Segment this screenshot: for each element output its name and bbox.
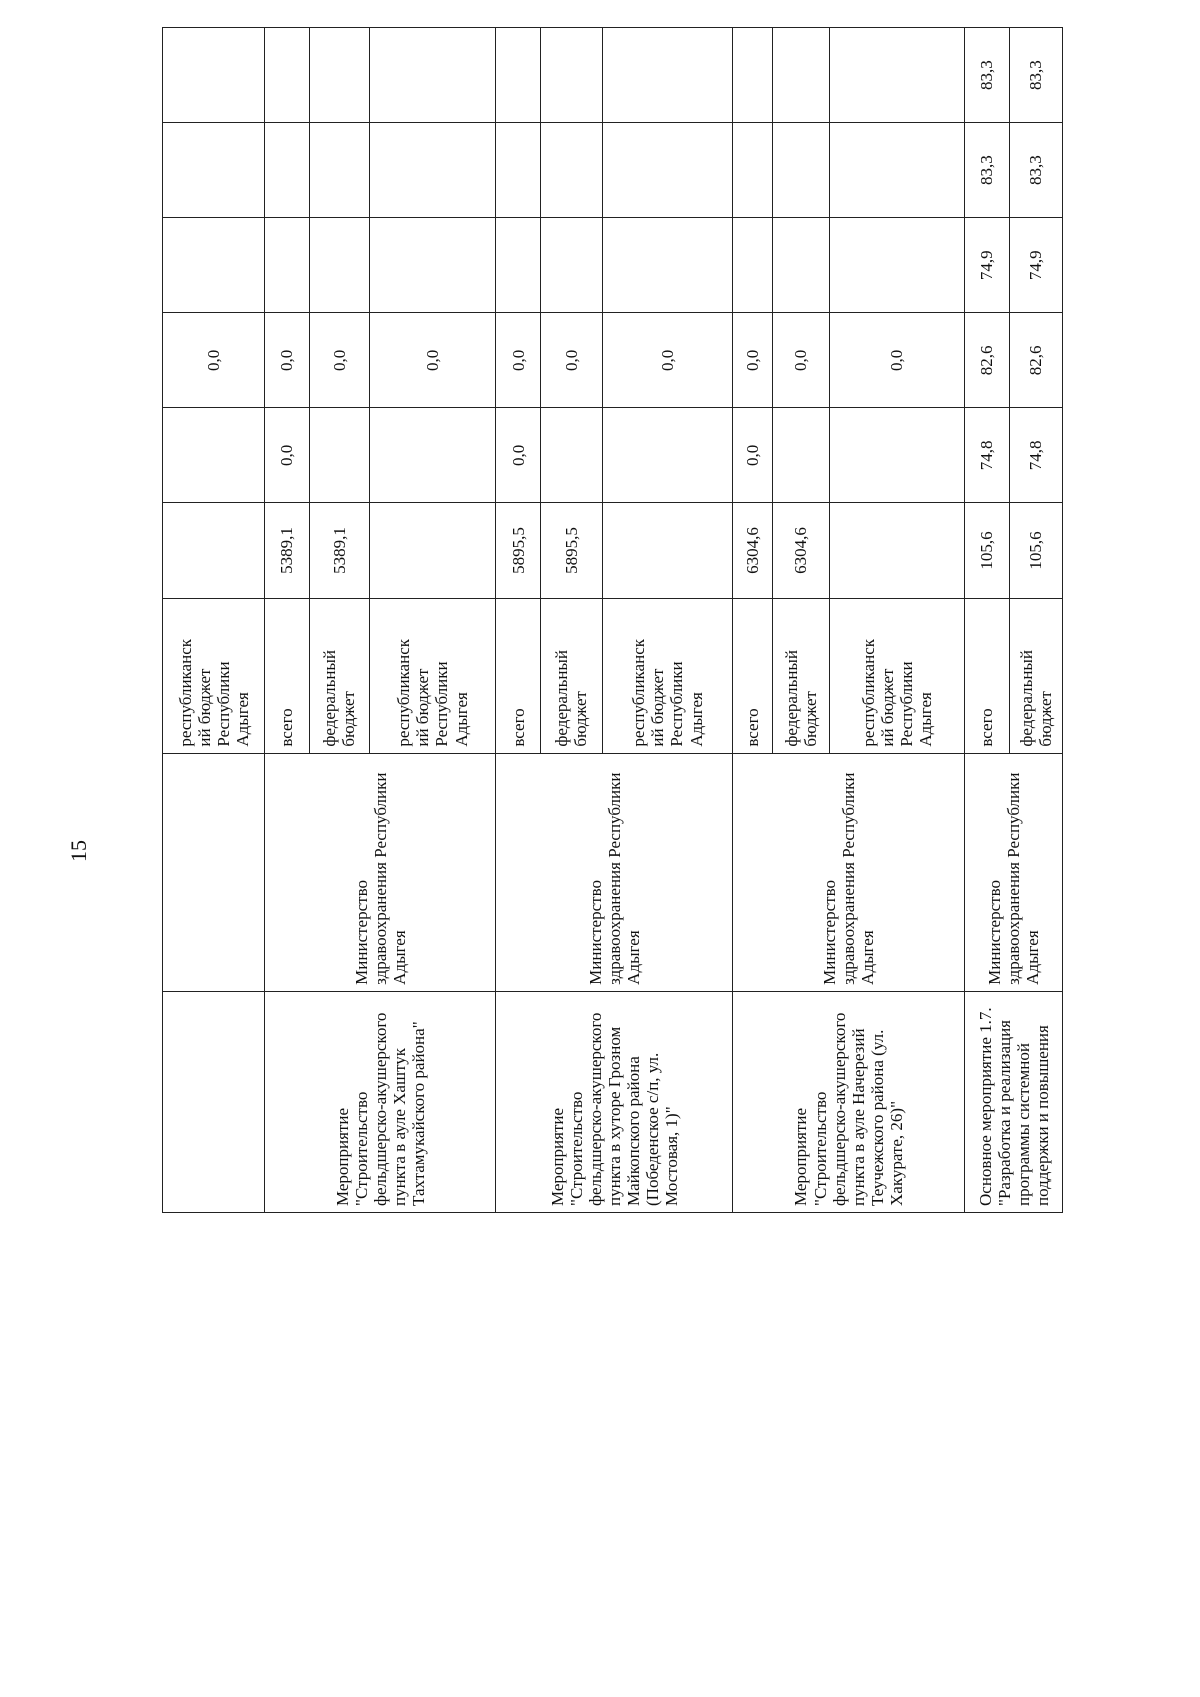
value-cell: 0,0 xyxy=(163,313,265,408)
value-cell: 105,6 xyxy=(965,503,1009,598)
value-cell xyxy=(772,408,829,503)
value-cell xyxy=(540,218,602,313)
value-cell: 74,9 xyxy=(965,218,1009,313)
activity-name-cell: Мероприятие "Строительство фельдшерско-акушерского пункта в хуторе Грозном Майкопского района (Победенское с/п, ул. Мостовая, 1)" xyxy=(496,991,733,1212)
value-cell: 83,3 xyxy=(965,28,1009,123)
value-cell: 82,6 xyxy=(965,313,1009,408)
value-cell: 0,0 xyxy=(265,408,309,503)
value-cell xyxy=(732,28,772,123)
table-row xyxy=(265,28,309,1213)
value-cell xyxy=(265,123,309,218)
value-cell xyxy=(772,218,829,313)
value-cell: 5389,1 xyxy=(309,503,369,598)
value-cell: 0,0 xyxy=(732,408,772,503)
value-cell: 0,0 xyxy=(732,313,772,408)
table-row xyxy=(732,28,772,1213)
value-cell: 5895,5 xyxy=(496,503,540,598)
value-cell xyxy=(496,28,540,123)
value-cell xyxy=(829,218,965,313)
value-cell: 82,6 xyxy=(1009,313,1062,408)
value-cell xyxy=(540,408,602,503)
value-cell xyxy=(163,408,265,503)
activity-name-cell: Мероприятие "Строительство фельдшерско-акушерского пункта в ауле Начерезий Теучежского района (ул. Хакурате, 26)" xyxy=(732,991,964,1212)
value-cell: 5895,5 xyxy=(540,503,602,598)
activity-name-cell xyxy=(163,991,265,1212)
value-cell: 0,0 xyxy=(540,313,602,408)
value-cell xyxy=(309,123,369,218)
value-cell xyxy=(540,28,602,123)
value-cell xyxy=(602,123,732,218)
value-cell xyxy=(732,218,772,313)
value-cell xyxy=(496,218,540,313)
organization-cell xyxy=(163,753,265,991)
value-cell xyxy=(163,503,265,598)
value-cell xyxy=(163,28,265,123)
value-cell xyxy=(163,218,265,313)
value-cell xyxy=(369,218,496,313)
funding-source-cell: всего xyxy=(496,598,540,753)
funding-source-cell: федеральный бюджет xyxy=(540,598,602,753)
organization-cell: Министерство здравоохранения Республики Адыгея xyxy=(496,753,733,991)
value-cell: 0,0 xyxy=(309,313,369,408)
rotated-table-wrapper xyxy=(162,27,1063,1213)
table-row xyxy=(163,28,265,1213)
value-cell xyxy=(369,28,496,123)
funding-source-cell: республиканск ий бюджет Республики Адыгея xyxy=(602,598,732,753)
funding-source-cell: всего xyxy=(965,598,1009,753)
value-cell xyxy=(602,28,732,123)
organization-cell: Министерство здравоохранения Республики Адыгея xyxy=(965,753,1063,991)
funding-source-cell: республиканск ий бюджет Республики Адыгея xyxy=(829,598,965,753)
value-cell xyxy=(540,123,602,218)
funding-source-cell: всего xyxy=(732,598,772,753)
funding-source-cell: всего xyxy=(265,598,309,753)
activity-name-cell: Мероприятие "Строительство фельдшерско-акушерского пункта в ауле Хаштук Тахтамукайского района" xyxy=(265,991,496,1212)
value-cell: 0,0 xyxy=(496,313,540,408)
value-cell: 74,8 xyxy=(1009,408,1062,503)
value-cell xyxy=(772,123,829,218)
value-cell xyxy=(829,503,965,598)
funding-source-cell: республиканск ий бюджет Республики Адыгея xyxy=(369,598,496,753)
value-cell xyxy=(772,28,829,123)
value-cell: 0,0 xyxy=(369,313,496,408)
value-cell xyxy=(496,123,540,218)
value-cell: 0,0 xyxy=(602,313,732,408)
value-cell: 83,3 xyxy=(1009,123,1062,218)
funding-source-cell: федеральный бюджет xyxy=(309,598,369,753)
value-cell: 83,3 xyxy=(965,123,1009,218)
value-cell: 74,9 xyxy=(1009,218,1062,313)
value-cell: 0,0 xyxy=(265,313,309,408)
organization-cell: Министерство здравоохранения Республики Адыгея xyxy=(732,753,964,991)
value-cell xyxy=(369,123,496,218)
page-number: 15 xyxy=(66,840,91,862)
value-cell xyxy=(163,123,265,218)
value-cell xyxy=(602,503,732,598)
value-cell xyxy=(829,28,965,123)
value-cell: 6304,6 xyxy=(732,503,772,598)
value-cell: 83,3 xyxy=(1009,28,1062,123)
budget-table xyxy=(162,27,1063,1213)
activity-name-cell: Основное мероприятие 1.7. "Разработка и реализация программы системной поддержки и повышения xyxy=(965,991,1063,1212)
value-cell xyxy=(309,218,369,313)
value-cell: 5389,1 xyxy=(265,503,309,598)
value-cell xyxy=(265,218,309,313)
value-cell xyxy=(369,408,496,503)
value-cell xyxy=(602,218,732,313)
value-cell xyxy=(829,123,965,218)
value-cell xyxy=(732,123,772,218)
value-cell xyxy=(602,408,732,503)
value-cell xyxy=(829,408,965,503)
value-cell xyxy=(309,408,369,503)
funding-source-cell: федеральный бюджет xyxy=(772,598,829,753)
value-cell: 6304,6 xyxy=(772,503,829,598)
organization-cell: Министерство здравоохранения Республики Адыгея xyxy=(265,753,496,991)
value-cell: 0,0 xyxy=(496,408,540,503)
value-cell xyxy=(369,503,496,598)
value-cell xyxy=(309,28,369,123)
funding-source-cell: республиканск ий бюджет Республики Адыгея xyxy=(163,598,265,753)
value-cell: 105,6 xyxy=(1009,503,1062,598)
table-row xyxy=(965,28,1009,1213)
funding-source-cell: федеральный бюджет xyxy=(1009,598,1062,753)
table-row xyxy=(496,28,540,1213)
value-cell xyxy=(265,28,309,123)
value-cell: 0,0 xyxy=(829,313,965,408)
value-cell: 0,0 xyxy=(772,313,829,408)
value-cell: 74,8 xyxy=(965,408,1009,503)
